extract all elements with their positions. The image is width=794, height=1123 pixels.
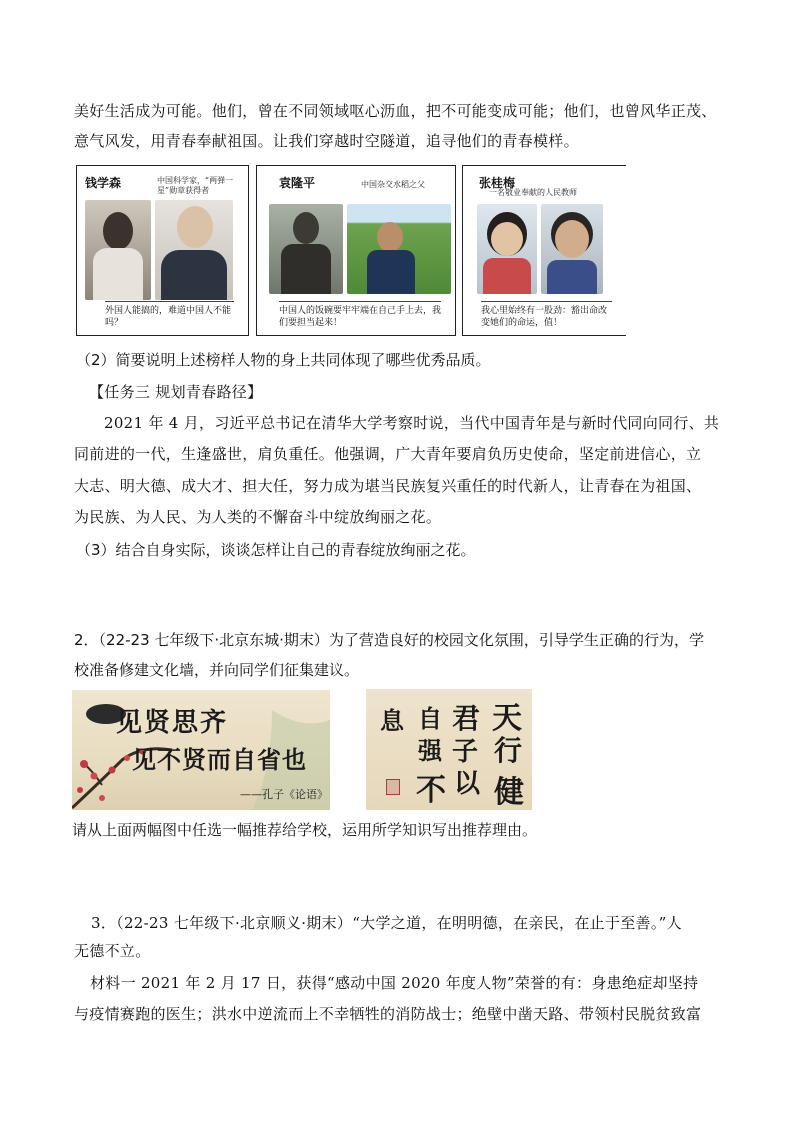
young-portrait-photo: [269, 204, 343, 294]
figure-panel-qian: [76, 165, 249, 336]
figure-name: 张桂梅: [479, 176, 516, 190]
calligraphy-char: 强: [418, 736, 442, 765]
calligraphy-char: 不: [416, 773, 446, 808]
calligraphy-line-2: 见不贤而自省也: [132, 745, 307, 774]
calligraphy-image-tianxingjian: [366, 689, 532, 810]
calligraphy-source: ——孔子《论语》: [240, 788, 328, 801]
young-portrait-photo: [85, 200, 151, 300]
calligraphy-char: 自: [418, 704, 442, 733]
calligraphy-char: 息: [380, 706, 404, 735]
young-portrait-photo: [477, 204, 537, 294]
calligraphy-char: 天: [492, 701, 522, 736]
figure-panel-yuan: [256, 165, 456, 336]
figure-quote: 中国人的饭碗要牢牢端在自己手上去，我们要担当起来！: [279, 301, 441, 329]
rice-field-photo: [347, 204, 451, 294]
figure-name: 袁隆平: [279, 176, 316, 190]
calligraphy-char: 子: [452, 737, 479, 767]
calligraphy-char: 行: [494, 734, 523, 767]
figure-quote: 外国人能搞的，难道中国人不能吗？: [105, 301, 234, 329]
task-3-paragraph-line-1: 2021 年 4 月，习近平总书记在清华大学考察时说，当代中国青年是与新时代同向同行、共: [104, 414, 720, 432]
calligraphy-char: 健: [494, 775, 524, 810]
question-2: （2）简要说明上述榜样人物的身上共同体现了哪些优秀品质。: [76, 351, 491, 369]
figure-note: 中国杂交水稻之父: [361, 180, 425, 189]
figure-name: 钱学森: [85, 176, 122, 190]
calligraphy-char: 以: [454, 769, 481, 799]
problem-2-line-2: 校准备修建文化墙，并向同学们征集建议。: [74, 661, 360, 679]
figure-note: 一名敬业奉献的人民教师: [489, 188, 577, 197]
problem-2-line-1: 2．（22-23 七年级下·北京东城·期末）为了营造良好的校园文化氛围，引导学生正确的行为，学: [74, 631, 704, 649]
problem-2-prompt: 请从上面两幅图中任选一幅推荐给学校，运用所学知识写出推荐理由。: [72, 821, 538, 839]
intro-line-1: 美好生活成为可能。他们，曾在不同领域呕心沥血，把不可能变成可能；他们，也曾风华正茂、: [74, 102, 717, 120]
task-3-paragraph-line-3: 大志、明大德、成大才、担大任，努力成为堪当民族复兴重任的时代新人，让青春在为祖国、: [74, 477, 702, 495]
calligraphy-char: 君: [452, 702, 481, 735]
task-3-paragraph-line-4: 为民族、为人民、为人类的不懈奋斗中绽放绚丽之花。: [74, 508, 442, 526]
task-3-paragraph-line-2: 同前进的一代，生逢盛世，肩负重任。他强调，广大青年要肩负历史使命，坚定前进信心，立: [74, 445, 702, 463]
material-1-line-1: 材料一 2021 年 2 月 17 日，获得“感动中国 2020 年度人物”荣誉的有：身患绝症却坚持: [90, 974, 699, 992]
figure-quote: 我心里始终有一股劲：豁出命改变她们的命运，值！: [481, 301, 612, 329]
elder-portrait-photo: [541, 204, 603, 294]
calligraphy-line-1: 见贤思齐: [116, 708, 229, 738]
intro-line-2: 意气风发，用青春奉献祖国。让我们穿越时空隧道，追寻他们的青春模样。: [74, 132, 579, 150]
task-3-title: 【任务三 规划青春路径】: [89, 383, 263, 401]
figure-note: 中国科学家，“两弹一星”勋章获得者: [157, 176, 234, 195]
question-3: （3）结合自身实际，谈谈怎样让自己的青春绽放绚丽之花。: [76, 541, 476, 559]
calligraphy-image-jianxiansiqi: [72, 690, 330, 810]
elder-portrait-photo: [155, 200, 233, 300]
seal-stamp-icon: [386, 779, 400, 795]
problem-3-line-1: 3．（22-23 七年级下·北京顺义·期末）“大学之道，在明明德，在亲民，在止于至善。”人: [91, 914, 682, 932]
figure-panel-zhang: [462, 165, 626, 336]
problem-3-line-2: 无德不立。: [74, 942, 151, 960]
material-1-line-2: 与疫情赛跑的医生；洪水中逆流而上不幸牺牲的消防战士；绝壁中凿天路、带领村民脱贫致富: [74, 1005, 702, 1023]
